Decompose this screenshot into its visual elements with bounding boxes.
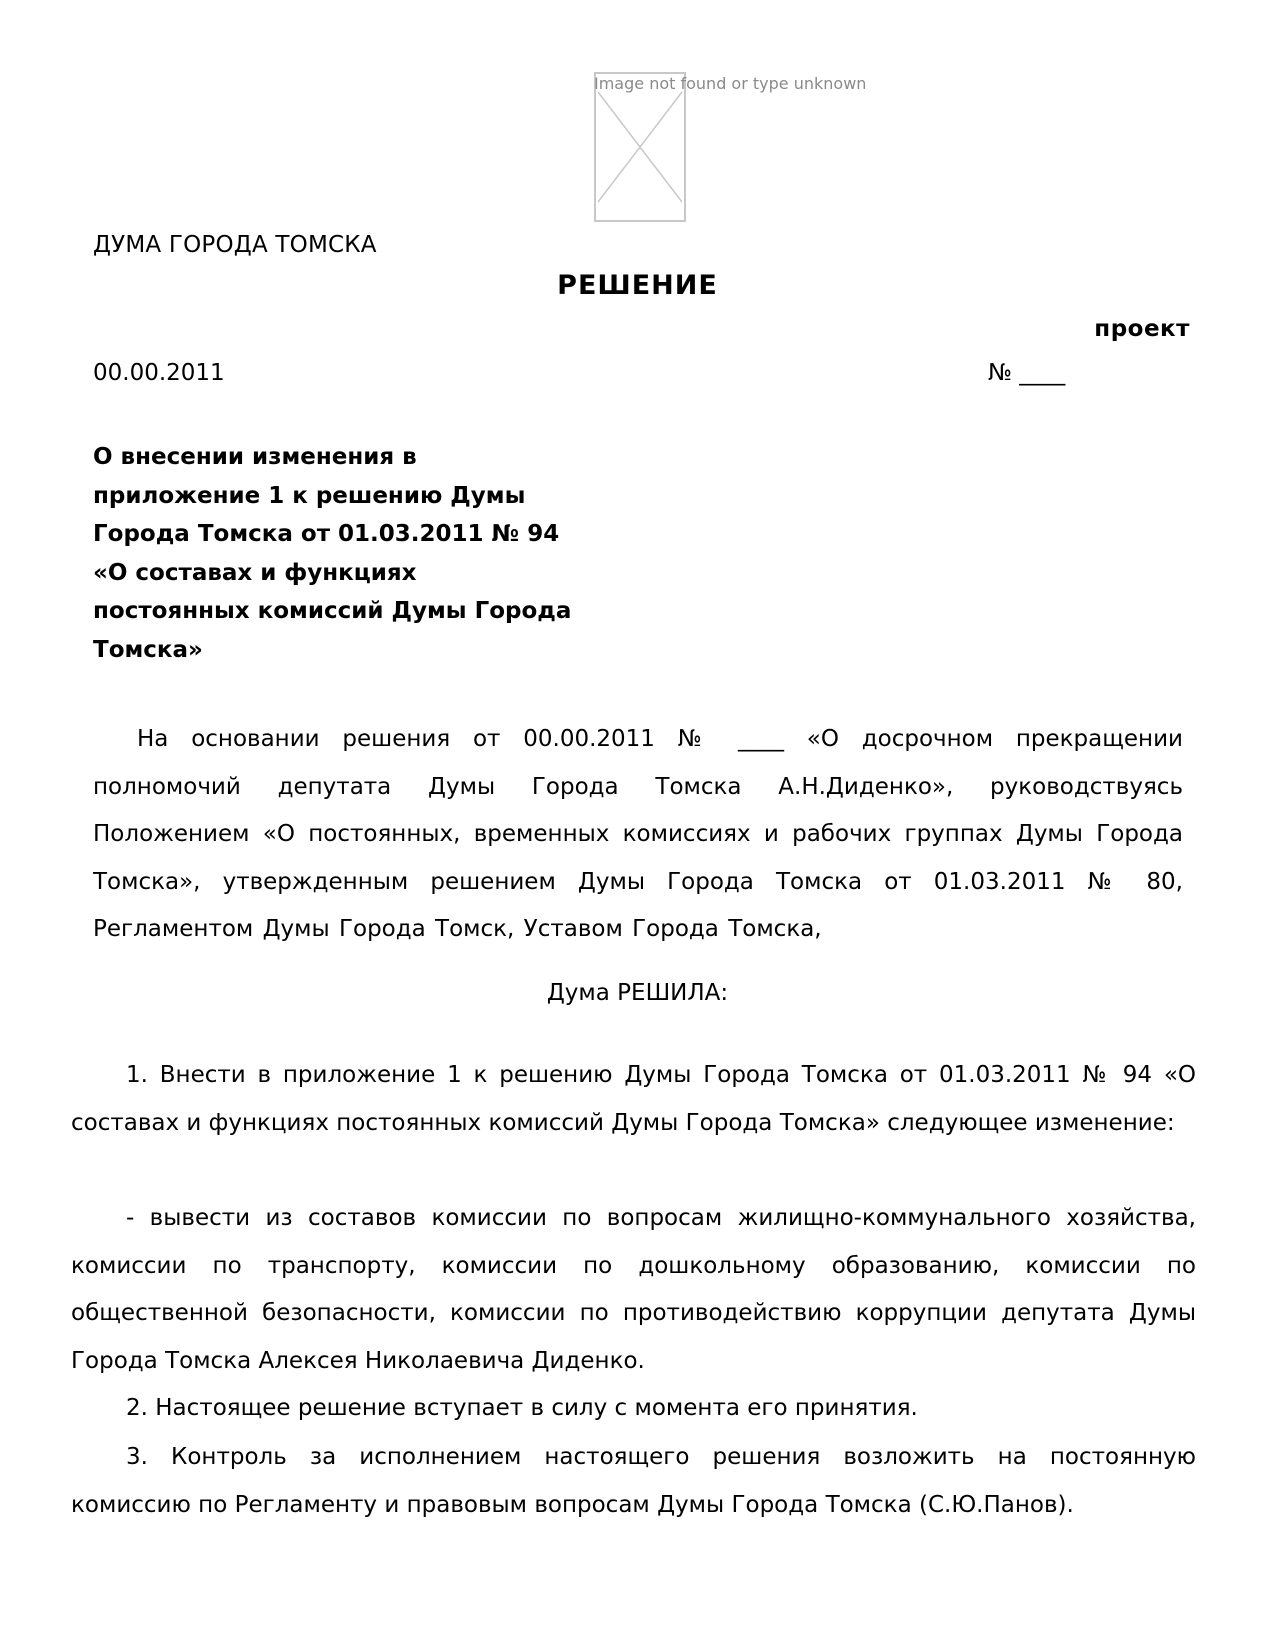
image-alt-text: Image not found or type unknown	[594, 74, 867, 93]
decision-heading: Дума РЕШИЛА:	[546, 980, 729, 1006]
organization-name: ДУМА ГОРОДА ТОМСКА	[93, 232, 377, 258]
decision-item-1: 1. Внести в приложение 1 к решению Думы Города Томска от 01.03.2011 № 94 «О составах и функциях постоянных комиссий Думы Города Томска» следующее изменение:	[71, 1062, 1196, 1136]
decision-item-3: 3. Контроль за исполнением настоящего решения возложить на постоянную комиссию по Регламенту и правовым вопросам Думы Города Томска (С.Ю.Панов).	[71, 1444, 1196, 1518]
decision-item-1-detail: - вывести из составов комиссии по вопросам жилищно-коммунального хозяйства, комиссии по транспорту, комиссии по дошкольному образованию, комиссии по общественной безопасности, комиссии по противодействию коррупции депутата Думы Города Томска Алексея Николаевича Диденко.	[71, 1205, 1196, 1374]
decision-item-2: 2. Настоящее решение вступает в силу с момента его принятия.	[126, 1395, 918, 1421]
document-subject: О внесении изменения в приложение 1 к решению Думы Города Томска от 01.03.2011 № 94 «О составах и функциях постоянных комиссий Думы Города Томска»	[93, 444, 572, 663]
basis-paragraph: На основании решения от 00.00.2011 № ____ «О досрочном прекращении полномочий депутата Думы Города Томска А.Н.Диденко», руководствуясь Положением «О постоянных, временных комиссиях и рабочих группах Думы Города Томска», утвержденным решением Думы Города Томска от 01.03.2011 № 80, Регламентом Думы Города Томск, Уставом Города Томска,	[93, 726, 1183, 942]
document-number: № ____	[988, 360, 1066, 386]
draft-mark: проект	[1094, 316, 1190, 342]
document-date: 00.00.2011	[93, 360, 225, 386]
broken-image-icon	[596, 74, 684, 220]
document-title: РЕШЕНИЕ	[557, 270, 718, 301]
broken-image-placeholder	[594, 72, 686, 222]
